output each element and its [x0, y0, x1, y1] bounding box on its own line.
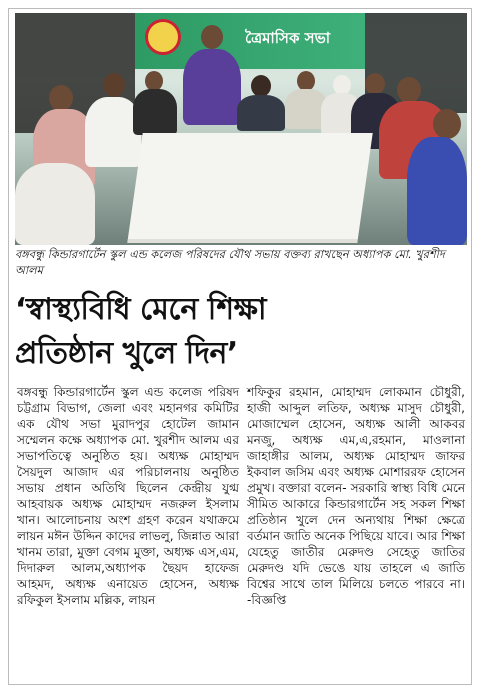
news-clipping [8, 8, 472, 685]
article-body [17, 384, 465, 684]
meeting-banner [135, 13, 365, 69]
conference-table [127, 133, 372, 243]
banner-text: ত্রৈমাসিক সভা [245, 29, 331, 47]
headline-line-1: ‘স্বাস্থ্যবিধি মেনে শিক্ষা [15, 292, 267, 327]
organization-logo-icon [145, 19, 181, 55]
headline-line-2: প্রতিষ্ঠান খুলে দিন’ [15, 336, 238, 371]
meeting-photo [15, 13, 467, 245]
article-paragraph: বঙ্গবন্ধু কিন্ডারগার্টেন স্কুল এন্ড কলেজ পরিষদ চট্টগ্রাম বিভাগ, জেলা এবং মহানগর কমিটির এক যৌথ সভা মুরাদপুর হোটেল জামান সম্মেলন কক্ষে অধ্যাপক মো. খুরশীদ আলম এর সভাপতিত্বে অনুষ্ঠিত হয়। অধ্যক্ষ মোহাম্মদ সৈয়দুল আজাদ এর পরিচালনায় অনুষ্ঠিত সভায় প্রধান অতিথি ছিলেন কেন্দ্রীয় যুগ্ম আহবায়ক অধ্যক্ষ মোহাম্মদ নজরুল ইসলাম খান। আলোচনায় অংশ গ্রহণ করেন যথাক্রমে লায়ন মঈন উদ্দিন কাদের লাভলু, জিন্নাত আরা খানম তারা, মুক্তা বেগম মুক্তা, অধ্যক্ষ এস,এম, দিদারুল আলম,অধ্যাপক ছৈয়দ হাফেজ আহমদ, অধ্যক্ষ এনায়েত হোসেন, অধ্যক্ষ রফিকুল ইসলাম মল্লিক, লায়ন [17, 385, 239, 607]
article-column-left [17, 384, 239, 608]
article-paragraph: শফিকুর রহমান, মোহাম্মদ লোকমান চৌধুরী, হাজী আব্দুল লতিফ, অধ্যক্ষ মাসুদ চৌধুরী, মোজাম্মেল হোসেন, অধ্যক্ষ আলী আকবর মনজু, অধ্যক্ষ এম,এ,রহমান, মাওলানা জাহাঙ্গীর আলম, অধ্যক্ষ মোহাম্মদ জাফর ইকবাল জসিম এবং অধ্যক্ষ মোশাররফ হোসেন প্রমুখ। বক্তারা বলেন- সরকারি স্বাস্থ্য বিধি মেনে সীমিত আকারে কিন্ডারগার্টেন সহ সকল শিক্ষা প্রতিষ্ঠান খুলে দেন অন্যথায় শিক্ষা ক্ষেত্রে বর্তমান জাতি অনেক পিছিয়ে যাবে। আর শিক্ষা যেহেতু জাতীর মেরুদণ্ড সেহেতু জাতির মেরুদণ্ড যদি ভেঙে যায় তাহলে এ জাতি বিশ্বের সাথে তাল মিলিয়ে চলতে পারবে না। -বিজ্ঞপ্তি [247, 385, 465, 607]
photo-caption: বঙ্গবন্ধু কিন্ডারগার্টেন স্কুল এন্ড কলেজ পরিষদের যৌথ সভায় বক্তব্য রাখছেন অধ্যাপক মো. খুরশীদ আলম [15, 248, 445, 277]
article-column-right [247, 384, 465, 608]
headline [15, 288, 467, 376]
